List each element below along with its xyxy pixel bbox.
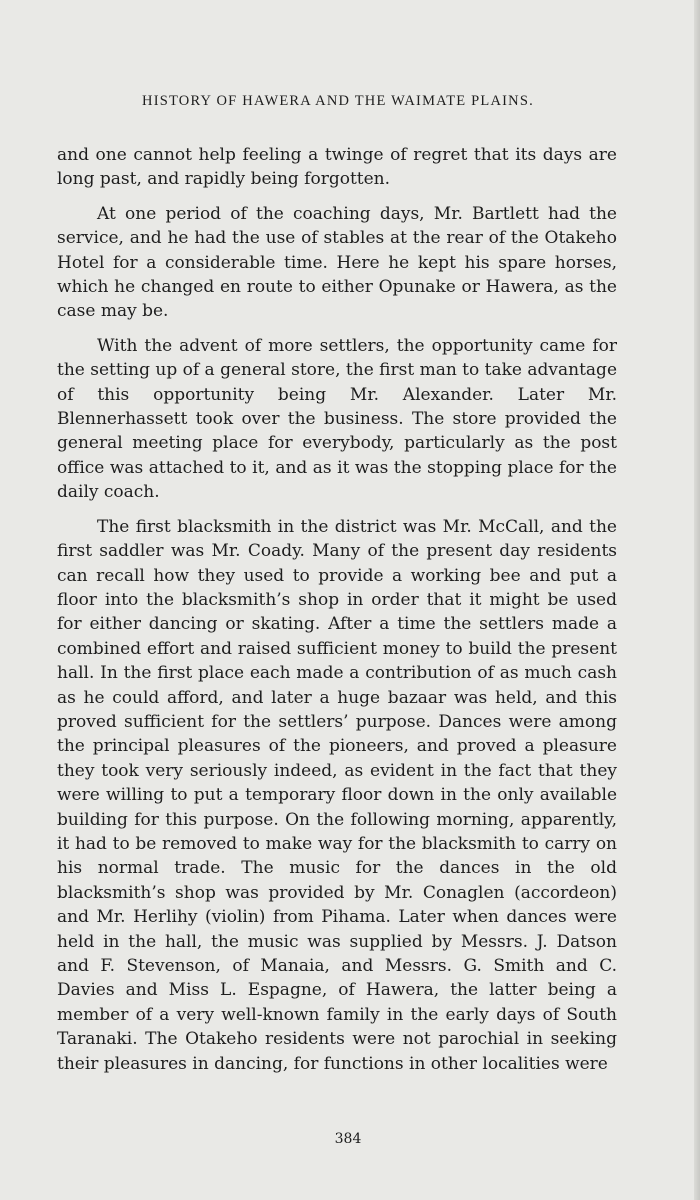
paragraph-coaching: At one period of the coaching days, Mr. Bartlett had the service, and he had the use of stables at the rear of the Otakeho Hotel for a considerable time. Here he kept his spare horses, which he changed en route to either Opunake or Hawera, as the case may be. bbox=[57, 203, 617, 322]
paragraph-blacksmith: The first blacksmith in the district was Mr. McCall, and the first saddler was Mr. Coady. Many of the present day residents can recall how they used to provide a working bee and put a floor into the blacksmith’s shop in order that it might be used for either dancing or skating. After a time the settlers made a combined effort and raised sufficient money to build the present hall. In the first place each made a contribution of as much cash as he could afford, and later a huge bazaar was held, and this proved sufficient for the settlers’ purpose. Dances were among the principal pleasures of the pioneers, and proved a pleasure they took very seriously indeed, as evident in the fact that they were willing to put a temporary floor down in the only available building for this purpose. On the following morning, apparently, it had to be removed to make way for the blacksmith to carry on his normal trade. The music for the dances in the old blacksmith’s shop was provided by Mr. Conaglen (accordeon) and Mr. Herlihy (violin) from Pihama. Later when dances were held in the hall, the music was supplied by Messrs. J. Datson and F. Stevenson, of Manaia, and Messrs. G. Smith and C. Davies and Miss L. Espagne, of Hawera, the latter being a member of a very well-known family in the early days of South Taranaki. The Otakeho residents were not parochial in seeking their pleasures in dancing, for functions in other localities were bbox=[57, 516, 617, 1074]
body-text bbox=[57, 143, 617, 1086]
paragraph-continued: and one cannot help feeling a twinge of regret that its days are long past, and rapidly being forgotten. bbox=[57, 145, 617, 190]
page-edge bbox=[694, 0, 700, 1200]
page-number: 384 bbox=[334, 1131, 362, 1147]
paragraph-general-store: With the advent of more settlers, the opportunity came for the setting up of a general store, the first man to take advantage of this opportunity being Mr. Alexander. Later Mr. Blennerhassett took over the business. The store provided the general meeting place for everybody, particularly as the post office was attached to it, and as it was the stopping place for the daily coach. bbox=[57, 335, 618, 503]
running-header: HISTORY OF HAWERA AND THE WAIMATE PLAINS. bbox=[142, 93, 534, 109]
